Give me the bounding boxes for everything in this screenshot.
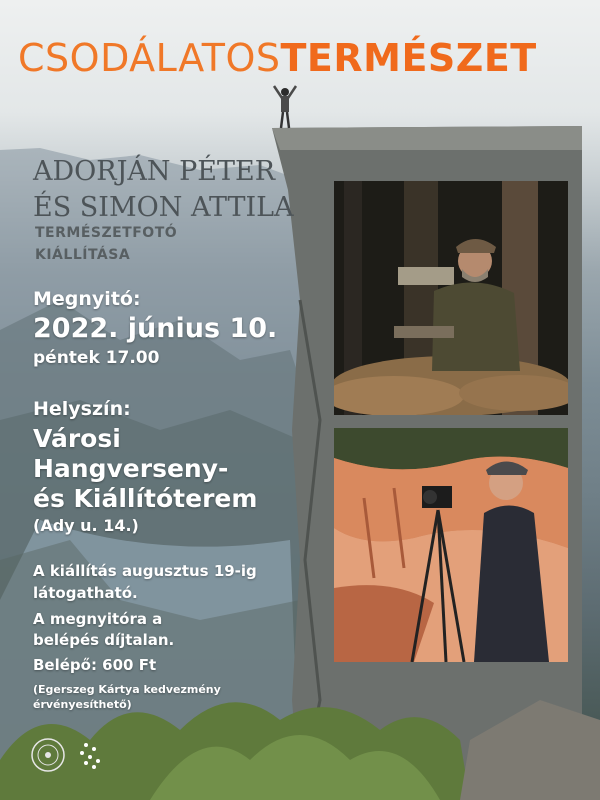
logos <box>28 735 148 789</box>
free-line-2: belépés díjtalan. <box>33 631 175 649</box>
ticket-price: Belépő: 600 Ft <box>33 656 157 674</box>
opening-date: 2022. június 10. <box>33 313 278 344</box>
title-part-1: CSODÁLATOS <box>18 36 281 80</box>
title-part-2: TERMÉSZET <box>280 36 537 80</box>
venue-line-1: Városi <box>33 424 121 453</box>
card-line-1: (Egerszeg Kártya kedvezmény <box>33 683 221 696</box>
round-seal-logo <box>32 739 64 771</box>
author-line-2: ÉS SIMON ATTILA <box>33 192 294 223</box>
authors <box>33 154 294 226</box>
visit-line-2: látogatható. <box>33 584 138 602</box>
subtitle <box>35 222 177 266</box>
photo-forest-portrait <box>334 181 568 415</box>
venue-line-2: Hangverseny- <box>33 454 229 483</box>
vmk-logo <box>80 743 100 769</box>
opening-label: Megnyitó: <box>33 288 141 310</box>
poster-title <box>18 36 537 80</box>
venue-label: Helyszín: <box>33 398 131 420</box>
free-line-1: A megnyitóra a <box>33 610 163 628</box>
subtitle-line-1: TERMÉSZETFOTÓ <box>35 225 178 241</box>
author-line-1: ADORJÁN PÉTER <box>33 156 276 187</box>
card-line-2: érvényesíthető) <box>33 698 132 711</box>
visit-line-1: A kiállítás augusztus 19-ig <box>33 562 257 580</box>
venue-line-3: és Kiállítóterem <box>33 484 258 513</box>
figure-on-cliff <box>274 86 296 128</box>
opening-time: péntek 17.00 <box>33 348 160 368</box>
venue-address: (Ady u. 14.) <box>33 516 139 535</box>
subtitle-line-2: KIÁLLÍTÁSA <box>35 247 131 263</box>
photo-canyon-portrait <box>334 428 568 662</box>
